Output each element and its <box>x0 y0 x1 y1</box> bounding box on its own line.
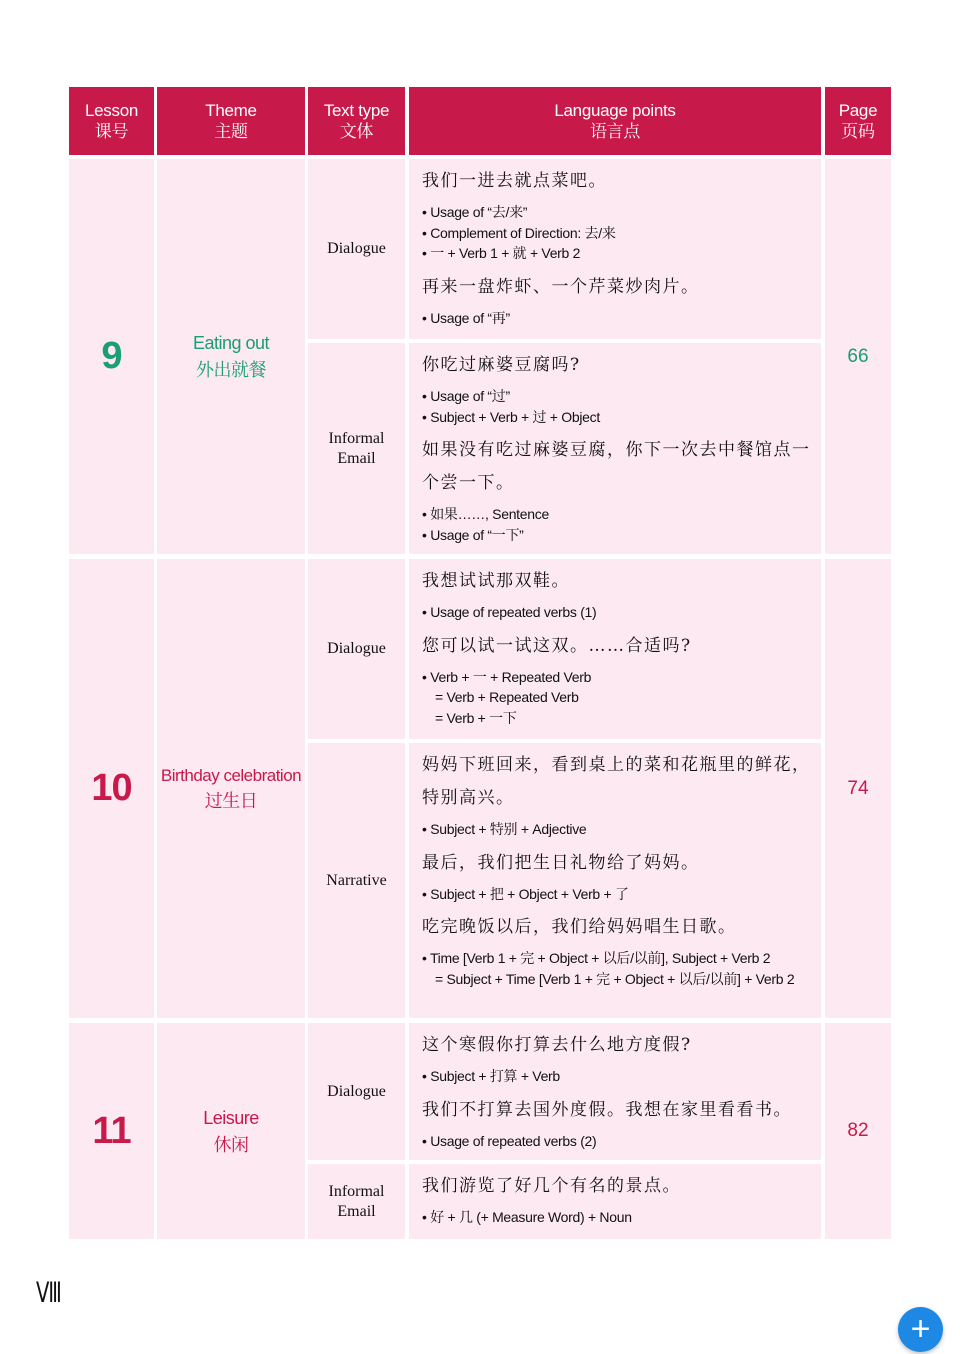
example-sentence: 我们游览了好几个有名的景点。 <box>422 1176 681 1196</box>
add-button[interactable] <box>898 1307 943 1352</box>
lesson-number: 10 <box>91 767 132 809</box>
lesson-number: 11 <box>92 1109 131 1152</box>
text-type: Informal <box>328 1182 385 1200</box>
header-label-en: Text type <box>323 101 390 120</box>
page-number-value: 82 <box>847 1120 869 1141</box>
plus-icon: + <box>910 1310 931 1348</box>
theme-en: Eating out <box>192 333 270 353</box>
page-number-value: 66 <box>847 345 869 367</box>
text-type: Dialogue <box>327 640 386 657</box>
example-sentence: 再来一盘炸虾、一个芹菜炒肉片。 <box>422 276 700 297</box>
example-sentence: 如果没有吃过麻婆豆腐，你下一次去中餐馆点一个尝一下。 <box>422 440 811 493</box>
header-language-points <box>409 87 821 155</box>
page-cell <box>825 159 891 554</box>
header-label-en: Theme <box>205 101 257 120</box>
text-type: Email <box>337 449 376 467</box>
grammar-point: • Usage of “过” <box>422 388 510 404</box>
header-label-en: Lesson <box>84 101 139 120</box>
header-text-type <box>308 87 405 155</box>
text-type-cell <box>308 559 405 739</box>
header-label-zh: 页码 <box>841 122 875 141</box>
grammar-point: = Verb + Repeated Verb <box>435 689 579 705</box>
example-sentence: 最后，我们把生日礼物给了妈妈。 <box>422 852 700 873</box>
example-sentence: 这个寒假你打算去什么地方度假? <box>422 1035 692 1055</box>
theme-cell <box>157 159 305 554</box>
text-type: Dialogue <box>327 240 386 257</box>
language-points-cell <box>409 1023 821 1160</box>
language-points-cell <box>409 559 821 739</box>
grammar-point: • Usage of “去/来” <box>422 204 528 220</box>
theme-zh: 过生日 <box>204 790 258 811</box>
text-type: Email <box>337 1202 376 1220</box>
text-type: Narrative <box>326 871 387 889</box>
page-number-value: 74 <box>847 777 869 799</box>
grammar-point: = Subject + Time [Verb 1 + 完 + Object + 以后/以前] + Verb 2 <box>435 970 795 987</box>
lesson-number-cell <box>69 1023 154 1239</box>
grammar-point: • Time [Verb 1 + 完 + Object + 以后/以前], Subject + Verb 2 <box>422 950 771 966</box>
language-points-cell <box>409 159 821 339</box>
grammar-point: • Subject + 打算 + Verb <box>422 1068 560 1084</box>
theme-zh: 外出就餐 <box>196 360 266 380</box>
header-label-zh: 主题 <box>214 122 248 141</box>
header-label-zh: 文体 <box>339 122 374 141</box>
grammar-point: • Usage of “再” <box>422 309 510 326</box>
grammar-point: • Subject + Verb + 过 + Object <box>422 408 600 425</box>
header-label-zh: 语言点 <box>589 122 641 141</box>
lesson-number-cell <box>69 559 154 1018</box>
header-page <box>825 87 891 155</box>
grammar-point: • Verb + 一 + Repeated Verb <box>422 668 592 685</box>
example-sentence: 你吃过麻婆豆腐吗? <box>422 355 581 375</box>
grammar-point: • Usage of “一下” <box>422 526 524 543</box>
lesson-number-cell <box>69 159 154 554</box>
language-points-cell <box>409 1164 821 1239</box>
example-sentence: 我想试试那双鞋。 <box>422 571 570 591</box>
grammar-point: • Subject + 把 + Object + Verb + 了 <box>422 885 629 902</box>
theme-cell <box>157 559 305 1018</box>
lesson-number: 9 <box>101 335 122 377</box>
example-sentence: 您可以试一试这双。……合适吗? <box>422 635 692 656</box>
theme-en: Birthday celebration <box>160 765 302 785</box>
language-points-cell <box>409 743 821 1018</box>
example-sentence: 吃完晚饭以后，我们给妈妈唱生日歌。 <box>422 917 737 937</box>
example-sentence: 妈妈下班回来，看到桌上的菜和花瓶里的鲜花，特别高兴。 <box>422 755 811 808</box>
grammar-point: • 如果……, Sentence <box>422 506 549 522</box>
text-type-cell <box>308 743 405 1018</box>
page-cell <box>825 1023 891 1239</box>
header-label-en: Language points <box>554 101 676 120</box>
grammar-point: = Verb + 一下 <box>435 709 517 726</box>
text-type-cell <box>308 343 405 554</box>
header-label-en: Page <box>838 101 878 120</box>
grammar-point: • Usage of repeated verbs (2) <box>422 1132 597 1149</box>
theme-zh: 休闲 <box>213 1134 249 1155</box>
grammar-point: • Subject + 特别 + Adjective <box>422 821 587 837</box>
text-type-cell <box>308 159 405 339</box>
grammar-point: • Usage of repeated verbs (1) <box>422 604 597 620</box>
text-type-cell <box>308 1023 405 1160</box>
language-points-cell <box>409 343 821 554</box>
header-label-zh: 课号 <box>94 122 129 141</box>
grammar-point: • Complement of Direction: 去/来 <box>422 224 616 241</box>
theme-en: Leisure <box>203 1107 259 1128</box>
page-number: Ⅷ <box>36 1278 62 1309</box>
grammar-point: • 一 + Verb 1 + 就 + Verb 2 <box>422 245 581 261</box>
header-theme <box>157 87 305 155</box>
example-sentence: 我们不打算去国外度假。我想在家里看看书。 <box>422 1099 792 1120</box>
text-type: Informal <box>328 429 385 447</box>
text-type-cell <box>308 1164 405 1239</box>
example-sentence: 我们一进去就点菜吧。 <box>422 171 607 191</box>
page-cell <box>825 559 891 1018</box>
grammar-point: • 好 + 几 (+ Measure Word) + Noun <box>422 1209 632 1225</box>
header-lesson <box>69 87 154 155</box>
theme-cell <box>157 1023 305 1239</box>
text-type: Dialogue <box>327 1082 386 1100</box>
